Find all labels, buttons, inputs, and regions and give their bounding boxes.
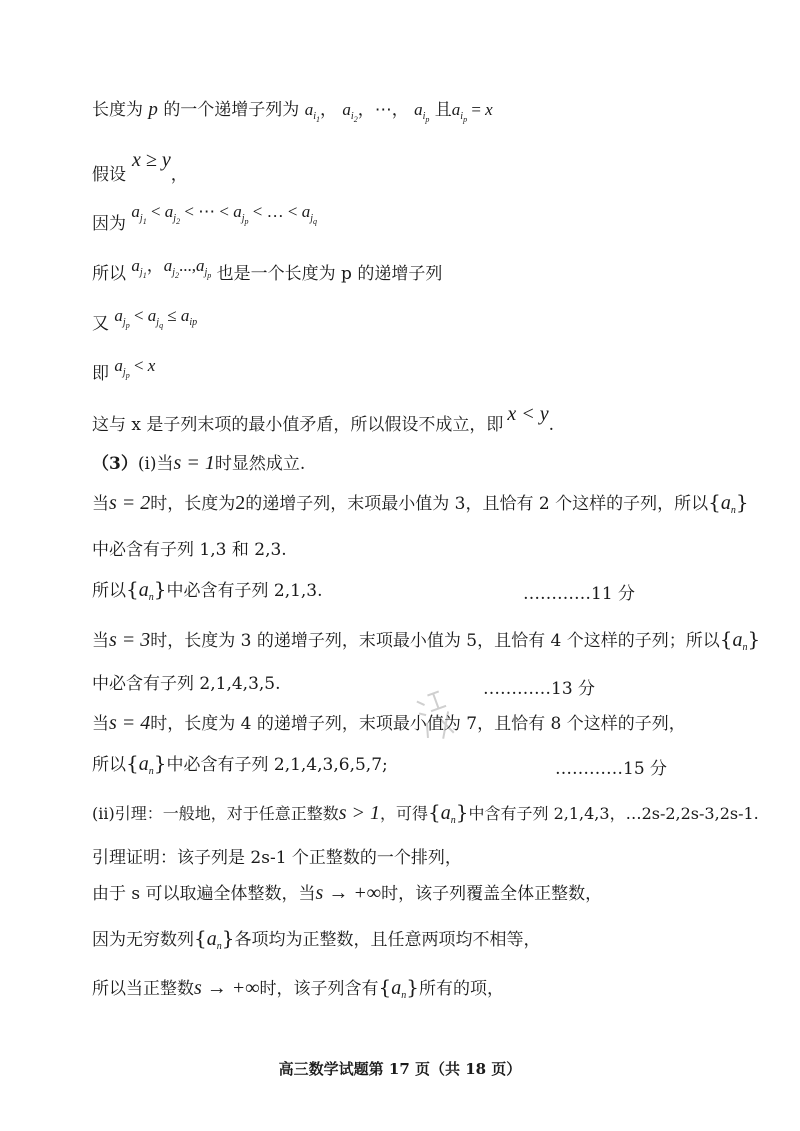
text: 时显然成立. (214, 454, 306, 474)
page-footer: 高三数学试题第 17 页（共 18 页） (278, 1060, 522, 1078)
proof-line-2 (92, 149, 188, 186)
text: 的一个递增子列为 (163, 100, 300, 120)
sequence-an: $\{a_n\}$ (378, 975, 420, 1001)
lemma-proof-line-4: 所以当正整数s → +∞时，该子列含有$\{a_n\}$所有的项， (92, 975, 505, 1001)
proof-line-6 (92, 356, 156, 389)
math-ineq: $a_{j_p} < x$ (114, 356, 156, 380)
case-s4-line: 当s = 4时，长度为 4 的递增子列，末项最小值为 7，且恰有 8 个这样的子列， (92, 712, 686, 734)
math-subseq: $a_{j_1}$，$a_{j_2}...,a_{j_p}$ (131, 256, 212, 280)
case-s2-line-2: 中必含有子列 1,3 和 2,3. (92, 540, 287, 560)
math-limit: s → +∞ (315, 882, 382, 904)
math-term: $a_{i_p}$ (414, 100, 430, 124)
text: 所以 (92, 264, 126, 284)
part3-line (92, 451, 305, 475)
sequence-an: $\{a_n\}$ (708, 490, 749, 516)
sep: ， (357, 100, 375, 120)
score-15: …………15 分 (555, 759, 668, 779)
math-term: $a_{i_1}$ (304, 100, 320, 124)
math-conclusion: x < y (507, 403, 549, 425)
score-13: …………13 分 (483, 679, 596, 699)
lemma-line: (ii)引理：一般地，对于任意正整数s > 1，可得$\{a_n\}$中含有子列 2,1,4,3，…2s-2,2s-3,2s-1. (92, 800, 759, 826)
text: 且 (434, 100, 452, 120)
proof-line-4 (92, 256, 443, 289)
proof-line-5 (92, 306, 198, 339)
part-label: （3） (92, 454, 138, 474)
math-x: x (485, 100, 493, 119)
lemma-proof-line-2: 由于 s 可以取遍全体整数，当s → +∞时，该子列覆盖全体正整数， (92, 882, 603, 904)
text: 又 (92, 314, 109, 334)
sequence-an: $\{a_n\}$ (194, 926, 235, 952)
sep: ， (320, 100, 337, 120)
math-s: s = 3 (109, 629, 151, 651)
case-s3-line: 当s = 3时，长度为 3 的递增子列，末项最小值为 5，且恰有 4 个这样的子列；所以$\{a_n\}$ (92, 627, 761, 653)
case-s2-conclusion: 所以$\{a_n\}$中必含有子列 2,1,3. (92, 577, 323, 603)
math-limit: s → +∞ (194, 977, 260, 999)
sequence-an: $\{a_n\}$ (126, 577, 167, 603)
text: 即 (92, 364, 109, 384)
math-s: s = 1 (173, 452, 215, 474)
text: . (548, 415, 555, 435)
lemma-proof-line-1: 引理证明：该子列是 2s-1 个正整数的一个排列， (92, 848, 462, 868)
case-s3-line-2: 中必含有子列 2,1,4,3,5. (92, 674, 281, 694)
proof-line-1 (92, 99, 493, 125)
math-ineq: $a_{j_p} < a_{j_q} \le a_{ip}$ (114, 306, 198, 330)
sequence-an: $\{a_n\}$ (719, 627, 761, 653)
text: 假设 (92, 165, 126, 185)
text: ， (170, 165, 188, 185)
text: 也是一个长度为 p 的递增子列 (216, 264, 443, 284)
ellipsis: ⋯ (374, 100, 392, 119)
lemma-proof-line-3: 因为无穷数列$\{a_n\}$各项均为正整数，且任意两项均不相等， (92, 926, 541, 952)
math-s: s = 4 (109, 712, 151, 734)
text: 因为 (92, 214, 126, 234)
equals: = (467, 100, 486, 119)
math-term: $a_{i_2}$ (342, 100, 358, 124)
sequence-an: $\{a_n\}$ (428, 800, 469, 826)
proof-line-3 (92, 202, 317, 239)
sequence-an: $\{a_n\}$ (126, 751, 167, 777)
text: 这与 x 是子列末项的最小值矛盾，所以假设不成立，即 (92, 415, 504, 435)
proof-line-7 (92, 403, 555, 436)
math-assumption: x ≥ y (132, 149, 171, 171)
case-s4-conclusion: 所以$\{a_n\}$中必含有子列 2,1,4,3,6,5,7; (92, 751, 388, 777)
score-11: …………11 分 (523, 584, 636, 604)
case-s2-line: 当s = 2时，长度为2的递增子列，末项最小值为 3，且恰有 2 个这样的子列，所以$\{a_n\}$ (92, 490, 749, 516)
math-p: p (148, 99, 158, 120)
math-s: s = 2 (109, 492, 151, 514)
math-chain: $a_{j_1} < a_{j_2}$ < ⋯ < $a_{j_p}$ < … < $a_{j_q}$ (131, 202, 317, 226)
math-term: $a_{i_p}$ (451, 100, 468, 124)
text: 长度为 (92, 100, 143, 120)
sep: ， (391, 100, 409, 120)
text: (i)当 (137, 454, 174, 474)
math-s: s > 1 (338, 802, 381, 824)
